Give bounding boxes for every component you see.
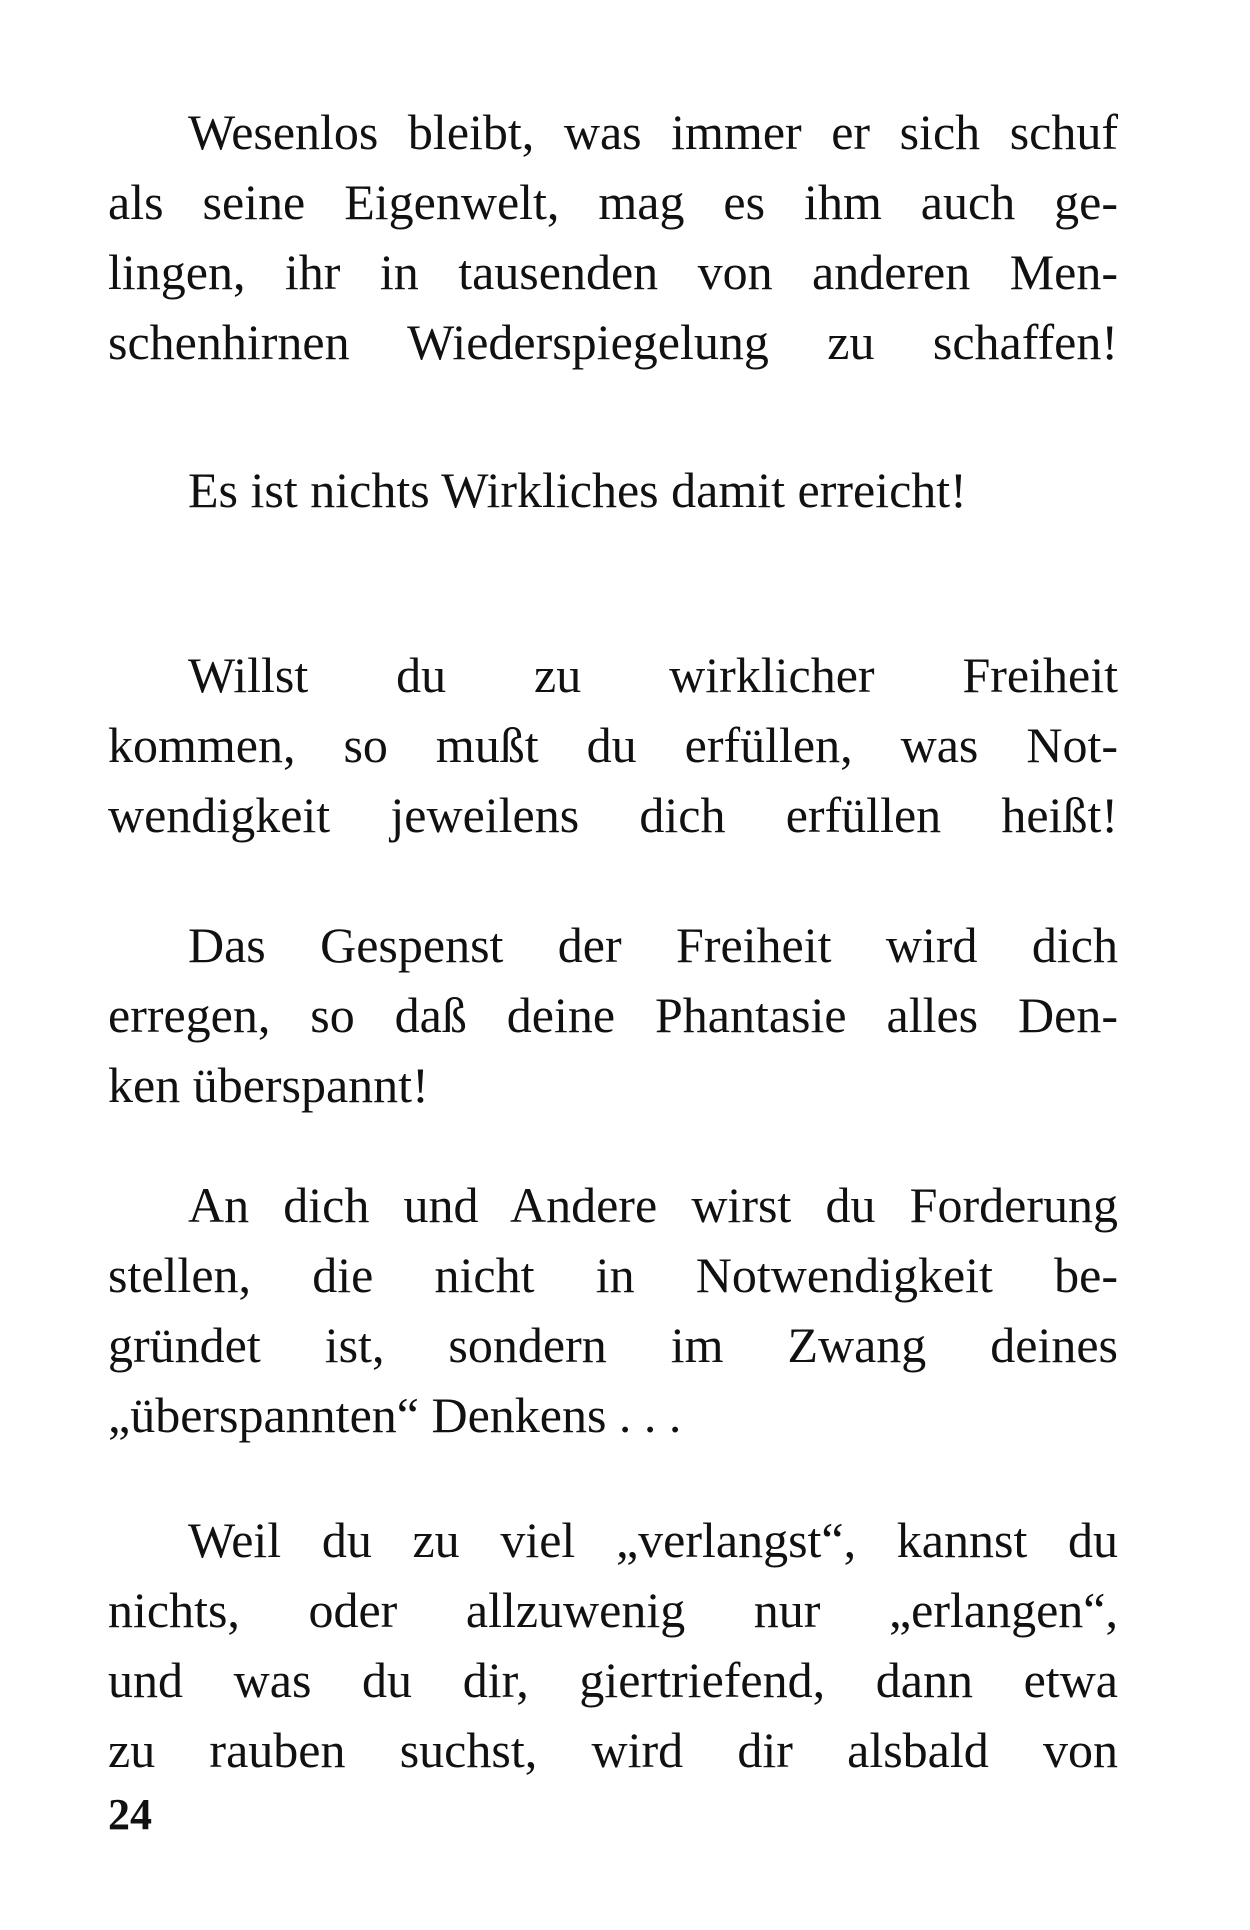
- paragraph-line: schenhirnen Wiederspiegelung zu schaffen!: [108, 314, 1118, 370]
- paragraph-line: gründet ist, sondern im Zwang deines: [108, 1317, 1118, 1373]
- paragraph-line: „überspannten“ Denkens . . .: [108, 1387, 682, 1443]
- paragraph-line: ken überspannt!: [108, 1057, 429, 1113]
- paragraph-line: Willst du zu wirklicher Freiheit: [188, 647, 1118, 703]
- paragraph-line: stellen, die nicht in Notwendigkeit be-: [108, 1247, 1118, 1303]
- paragraph-line: und was du dir, giertriefend, dann etwa: [108, 1652, 1118, 1708]
- page-number: 24: [108, 1790, 152, 1839]
- paragraph-line: An dich und Andere wirst du Forderung: [188, 1177, 1118, 1233]
- paragraph-line: Es ist nichts Wirkliches damit erreicht!: [188, 462, 967, 518]
- paragraph-line: wendigkeit jeweilens dich erfüllen heißt!: [108, 787, 1118, 843]
- paragraph-line: Das Gespenst der Freiheit wird dich: [188, 917, 1118, 973]
- paragraph-line: nichts, oder allzuwenig nur „erlangen“,: [108, 1582, 1118, 1638]
- paragraph-line: zu rauben suchst, wird dir alsbald von: [108, 1722, 1118, 1778]
- paragraph-line: als seine Eigenwelt, mag es ihm auch ge-: [108, 174, 1118, 230]
- paragraph-line: kommen, so mußt du erfüllen, was Not-: [108, 717, 1118, 773]
- paragraph-line: Wesenlos bleibt, was immer er sich schuf: [188, 104, 1118, 160]
- paragraph-line: erregen, so daß deine Phantasie alles Den-: [108, 987, 1118, 1043]
- paragraph-line: Weil du zu viel „verlangst“, kannst du: [188, 1512, 1118, 1568]
- paragraph-line: lingen, ihr in tausenden von anderen Men-: [108, 244, 1118, 300]
